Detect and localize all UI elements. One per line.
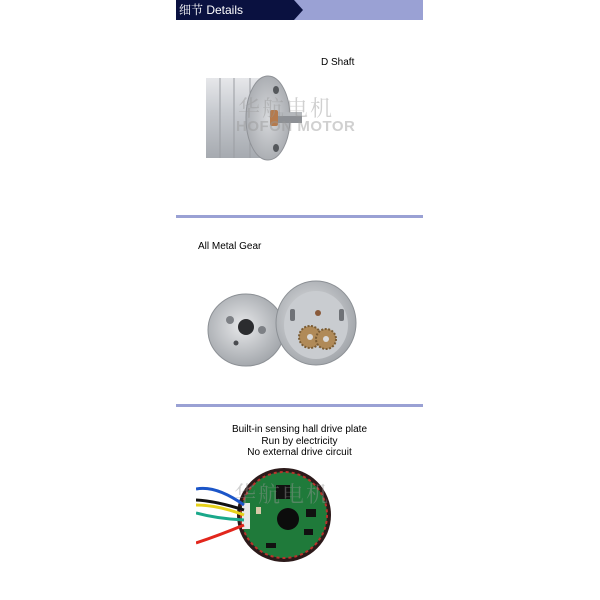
caption-d-shaft: D Shaft <box>321 57 355 68</box>
caption-line: Run by electricity <box>261 435 338 447</box>
caption-line: Built-in sensing hall drive plate <box>231 424 368 435</box>
watermark-cn: 华航电机 <box>234 483 331 508</box>
section-divider <box>176 215 423 218</box>
caption-metal-gear: All Metal Gear <box>198 241 262 252</box>
details-page <box>176 0 423 600</box>
header-arrow-shape <box>294 0 303 20</box>
watermark-en: HOFON MOTOR <box>236 118 356 135</box>
section-divider <box>176 404 423 407</box>
caption-line: No external drive circuit <box>247 447 352 458</box>
watermark-cn: 华航电机 <box>238 97 335 122</box>
details-header <box>176 0 423 20</box>
metal-gearbox-photo <box>206 275 366 375</box>
header-title: 细节 Details <box>179 3 244 17</box>
caption-hall-plate <box>176 424 423 459</box>
